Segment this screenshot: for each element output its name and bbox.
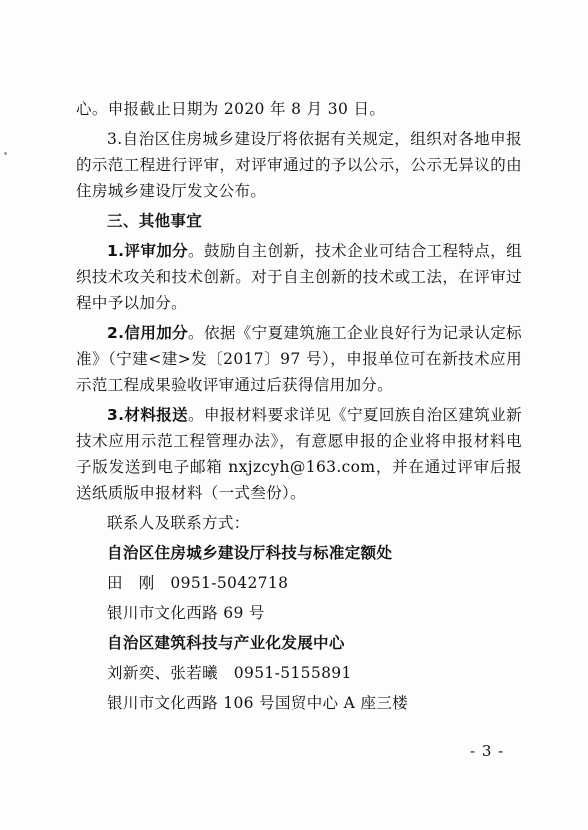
item-title-review-bonus: 1.评审加分 [107,242,189,260]
contacts-intro: 联系人及联系方式： [107,514,250,532]
paragraph-deadline: 心。申报截止日期为 2020 年 8 月 30 日。 [76,100,386,118]
scan-margin-mark [4,152,7,155]
page-number: - 3 - [470,742,505,760]
item-title-material-submission: 3.材料报送 [107,406,189,424]
item-title-credit-bonus: 2.信用加分 [107,324,189,342]
contact-address-tech-center: 银川市文化西路 106 号国贸中心 A 座三楼 [107,694,409,712]
document-body [76,96,522,720]
section-heading-other-matters: 三、其他事宜 [107,212,203,230]
paragraph-review-process: 3.自治区住房城乡建设厅将依据有关规定，组织对各地申报的示范工程进行评审，对评审通过的予以公示，公示无异议的由住房城乡建设厅发文公布。 [76,130,522,200]
item-text-credit-bonus: 。依据《宁夏建筑施工企业良好行为记录认定标准》（宁建<建>发〔2017〕97 号），申报单位可在新技术应用示范工程成果验收评审通过后获得信用加分。 [76,324,522,394]
contact-address-housing-dept: 银川市文化西路 69 号 [107,604,265,622]
paragraph-material-submission [76,402,522,506]
contact-person-tech-center: 刘新奕、张若曦 0951-5155891 [107,664,352,682]
contact-org-tech-center: 自治区建筑科技与产业化发展中心 [107,634,345,652]
item-text-review-bonus: 。鼓励自主创新，技术企业可结合工程特点，组织技术攻关和技术创新。对于自主创新的技术或工法，在评审过程中予以加分。 [76,242,522,312]
contact-org-housing-dept: 自治区住房城乡建设厅科技与标准定额处 [107,544,393,562]
contact-person-housing-dept: 田 刚 0951-5042718 [107,574,289,592]
item-text-material-submission: 。申报材料要求详见《宁夏回族自治区建筑业新技术应用示范工程管理办法》，有意愿申报的企业将申报材料电子版发送到电子邮箱 nxjzcyh@163.com，并在通过评审后报送纸质版申报材料（一式叁份）。 [76,406,522,502]
paragraph-credit-bonus [76,320,522,398]
paragraph-review-bonus [76,238,522,316]
